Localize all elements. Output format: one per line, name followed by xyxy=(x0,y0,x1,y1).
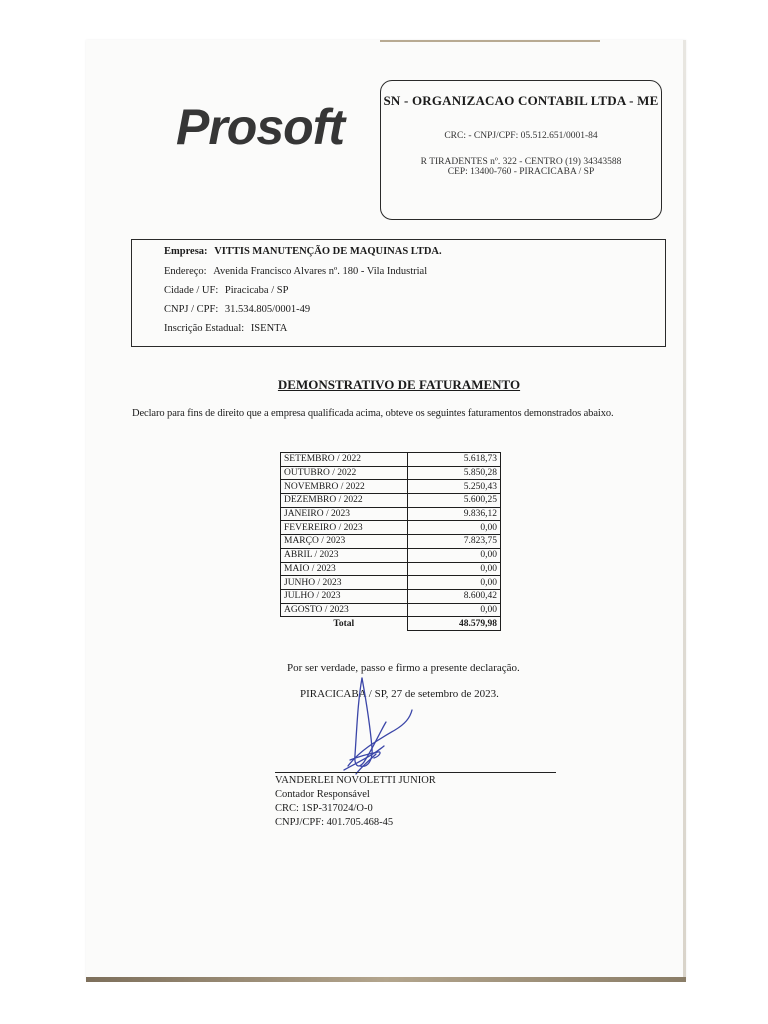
cnpj-label: CNPJ / CPF: xyxy=(164,304,219,315)
total-row xyxy=(281,617,501,631)
total-value: 48.579,98 xyxy=(408,617,501,631)
month-cell: ABRIL / 2023 xyxy=(281,548,408,562)
signer-crc: CRC: 1SP-317024/O-0 xyxy=(275,803,373,814)
signer-block xyxy=(275,774,436,830)
paper-bottom-edge xyxy=(86,977,686,982)
office-crc: CRC: - CNPJ/CPF: 05.512.651/0001-84 xyxy=(444,131,598,141)
value-cell: 0,00 xyxy=(408,576,501,590)
total-label: Total xyxy=(333,618,355,629)
signer-name: VANDERLEI NOVOLETTI JUNIOR xyxy=(275,775,436,786)
cnpj-value: 31.534.805/0001-49 xyxy=(224,304,311,315)
month-cell: DEZEMBRO / 2022 xyxy=(281,494,408,508)
inscricao-label: Inscrição Estadual: xyxy=(164,323,245,334)
month-cell: SETEMBRO / 2022 xyxy=(281,453,408,467)
place-date: PIRACICABA / SP, 27 de setembro de 2023. xyxy=(300,688,499,700)
value-cell: 5.600,25 xyxy=(408,494,501,508)
value-cell: 8.600,42 xyxy=(408,589,501,603)
office-address-line1: R TIRADENTES nº. 322 - CENTRO (19) 34343588 xyxy=(420,157,622,167)
billing-table xyxy=(280,452,501,631)
handwritten-signature xyxy=(300,670,450,780)
endereco-value: Avenida Francisco Alvares nº. 180 - Vila Industrial xyxy=(213,266,428,277)
month-cell: JUNHO / 2023 xyxy=(281,576,408,590)
value-cell: 0,00 xyxy=(408,603,501,617)
value-cell: 0,00 xyxy=(408,521,501,535)
value-cell: 5.250,43 xyxy=(408,480,501,494)
table-row xyxy=(281,603,501,617)
month-cell: MAIO / 2023 xyxy=(281,562,408,576)
month-cell: MARÇO / 2023 xyxy=(281,535,408,549)
office-name: SN - ORGANIZACAO CONTABIL LTDA - ME xyxy=(383,93,659,108)
table-row xyxy=(281,507,501,521)
paper-top-edge xyxy=(380,40,600,42)
month-cell: JANEIRO / 2023 xyxy=(281,507,408,521)
table-row xyxy=(281,466,501,480)
endereco-label: Endereço: xyxy=(164,266,207,277)
value-cell: 5.618,73 xyxy=(408,453,501,467)
company-cnpj-row xyxy=(164,304,310,315)
table-row xyxy=(281,453,501,467)
inscricao-value: ISENTA xyxy=(250,323,288,334)
value-cell: 5.850,28 xyxy=(408,466,501,480)
document-title-wrap xyxy=(0,377,768,393)
prosoft-logo: Prosoft xyxy=(176,99,344,155)
empresa-label: Empresa: xyxy=(164,246,208,257)
paper-right-edge xyxy=(683,40,686,980)
document-title: DEMONSTRATIVO DE FATURAMENTO xyxy=(277,377,521,392)
table-row xyxy=(281,589,501,603)
value-cell: 9.836,12 xyxy=(408,507,501,521)
company-inscricao-row xyxy=(164,323,287,334)
company-info-box xyxy=(131,239,666,347)
company-cidade-row xyxy=(164,285,288,296)
month-cell: NOVEMBRO / 2022 xyxy=(281,480,408,494)
cidade-label: Cidade / UF: xyxy=(164,285,219,296)
table-row xyxy=(281,494,501,508)
table-row xyxy=(281,548,501,562)
cidade-value: Piracicaba / SP xyxy=(224,285,289,296)
company-empresa-row xyxy=(164,246,442,257)
closing-statement: Por ser verdade, passo e firmo a presente declaração. xyxy=(287,662,520,674)
accounting-office-box xyxy=(380,80,662,220)
value-cell: 0,00 xyxy=(408,562,501,576)
table-row xyxy=(281,521,501,535)
month-cell: AGOSTO / 2023 xyxy=(281,603,408,617)
table-row xyxy=(281,535,501,549)
office-address-line2: CEP: 13400-760 - PIRACICABA / SP xyxy=(447,167,595,177)
declaration-text: Declaro para fins de direito que a empresa qualificada acima, obteve os seguintes faturamentos demonstrados abaixo. xyxy=(132,408,614,419)
signature-line xyxy=(275,772,556,773)
signer-cnpj: CNPJ/CPF: 401.705.468-45 xyxy=(275,817,394,828)
table-row xyxy=(281,576,501,590)
month-cell: JULHO / 2023 xyxy=(281,589,408,603)
value-cell: 7.823,75 xyxy=(408,535,501,549)
table-row xyxy=(281,562,501,576)
month-cell: FEVEREIRO / 2023 xyxy=(281,521,408,535)
company-endereco-row xyxy=(164,266,427,277)
month-cell: OUTUBRO / 2022 xyxy=(281,466,408,480)
value-cell: 0,00 xyxy=(408,548,501,562)
empresa-value: VITTIS MANUTENÇÃO DE MAQUINAS LTDA. xyxy=(214,246,442,257)
signer-role: Contador Responsável xyxy=(275,789,370,800)
table-row xyxy=(281,480,501,494)
